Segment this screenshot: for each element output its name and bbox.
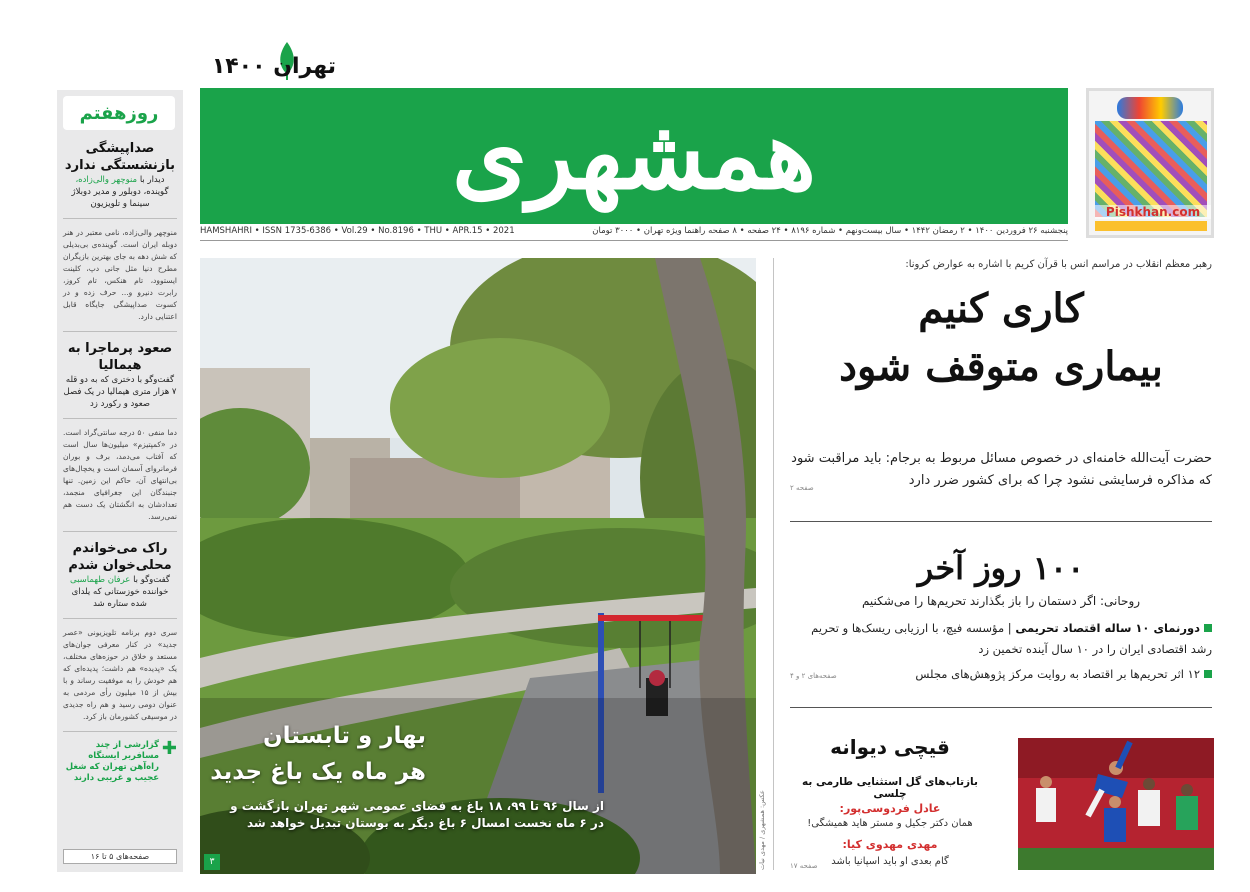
masthead-divider [200,240,1068,241]
byline-name: منوچهر والی‌زاده، [75,175,138,185]
lead-headline-line: کاری کنیم [918,285,1084,332]
sidebar-story-byline [63,174,177,210]
lead-paragraph: حضرت آیت‌الله خامنه‌ای در خصوص مسائل مربوط به برجام: باید مراقبت شود که مذاکره فرسایشی نشود چرا که برای کشور ضرر دارد [791,451,1212,488]
quote-text: گام بعدی او باید اسپانیا باشد [831,856,949,867]
story3-sub: بازتاب‌های گل استثنایی طارمی به چلسی [802,776,978,800]
magazine-footer-strip [1095,221,1207,231]
quote-author: عادل فردوسی‌پور: [839,802,941,815]
dateline-persian: پنجشنبه ۲۶ فروردین ۱۴۰۰ • ۲ رمضان ۱۴۴۲ • سال بیست‌ونهم • شماره ۸۱۹۶ • ۲۴ صفحه • ۸ صفحه راهنما ویژه تهران • ۳۰۰۰ تومان [592,226,1068,236]
quote-author: مهدی مهدوی کیا: [842,838,938,851]
park-photo[interactable] [200,258,756,874]
story2-bullet[interactable] [790,664,1212,685]
bullet-text: | مؤسسه فیچ، با ارزیابی ریسک‌ها و تحریم رشد اقتصادی ایران را در ۱۰ سال آینده تخمین زد [811,621,1212,656]
tehran-1400-mark [200,40,350,88]
story2-headline[interactable]: ۱۰۰ روز آخر [917,549,1085,587]
sidebar-story-title[interactable]: راک می‌خواندم محلی‌خوان شدم [68,541,172,573]
byline-rest: گوینده، دوبلور و مدیر دوبلاژ سینما و تلویزیون [71,187,169,209]
sidebar-divider [63,418,177,419]
sidebar-promo[interactable] [63,740,177,784]
sidebar-divider [63,218,177,219]
sidebar-story-body: سری دوم برنامه تلویزیونی «عصر جدید» در کنار معرفی جوان‌های مستعد و خلاق در حوزه‌های مختلف، یک «پدیده» هم داشت؛ پدیده‌ای که هم خودش را به موفقیت رساند و با بیش از ۱۵ میلیون رأی مردمی به عنوان دومی رسید و هم راه جدیدی در موسیقی کشورمان باز کرد. [63,628,177,721]
story2-bullet[interactable] [790,618,1212,660]
story3-page-ref: صفحه ۱۷ [790,862,818,870]
sidebar-story-sub: گفت‌وگو با دختری که به دو قله ۷ هزار متری هیمالیا در یک فصل صعود و رکورد زد [63,375,177,409]
bullet-bold-text: دورنمای ۱۰ ساله اقتصاد تحریمی [1015,621,1200,635]
magazine-cover-art [1095,121,1207,217]
magazine-site-label: Pishkhan.com [1095,205,1211,219]
sidebar-page-ref: صفحه‌های ۵ تا ۱۶ [63,849,177,864]
sidebar-story-title[interactable]: صداپیشگی بازنشستگی ندارد [64,141,176,173]
plus-icon: ✚ [161,738,177,759]
lead-page-ref: صفحه ۲ [790,484,814,492]
sidebar-story-body: دما منفی ۵۰ درجه سانتی‌گراد است. در «کمپتیزم» میلیون‌ها سال است که آفتاب می‌دمد، برف و بوران فرمانروای آسمان است و یخچال‌های بی‌انتهای آن، حاکم این زمین. تنها جنبندگان این جغرافیای منجمد، تعدادشان به انگشتان یک دست هم نمی‌رسد. [63,428,177,521]
sidebar-divider [63,731,177,732]
sidebar-divider [63,618,177,619]
lead-kicker: رهبر معظم انقلاب در مراسم انس با قرآن کریم با اشاره به عوارض کرونا: [905,259,1212,270]
quote-text: همان دکتر جکیل و مستر هاید همیشگی! [807,818,973,829]
section-divider [790,707,1212,708]
sidebar-brand[interactable]: روزهفتم [63,96,175,130]
sidebar-roozhaftom [57,90,183,872]
lead-headline-line: بیماری متوقف شود [839,343,1163,390]
byline-name: عرفان طهماسبی [70,575,131,585]
photo-headline-line: بهار و تابستان [263,723,426,749]
bullet-text: ۱۲ اثر تحریم‌ها بر اقتصاد به روایت مرکز پژوهش‌های مجلس [915,667,1200,681]
sidebar-story-body: منوچهر والی‌زاده، نامی معتبر در هنر دوبله ایران است. گوینده‌ی بی‌بدیلی که شش دهه به جای بهترین بازیگران مطرح دنیا مثل جانی دپ، کلینت ایستوود، تام هنکس، تام کروز، رابرت دنیرو و... حرف زده و در کسوت صداپیشگی جایگاه قابل اعتنایی دارد. [63,228,177,321]
byline-prefix: دیدار با [139,175,165,185]
photo-page-number: ۳ [204,854,220,870]
magazine-logo [1117,97,1183,119]
column-divider [773,258,774,870]
dateline-english: HAMSHAHRI • ISSN 1735-6386 • Vol.29 • No.8196 • THU • APR.15 • 2021 [200,226,515,236]
bullet-square-icon [1204,624,1212,632]
photo-headline-line: هر ماه یک باغ جدید [210,759,426,785]
masthead-logo[interactable] [200,88,1068,224]
football-photo-image [1018,738,1214,870]
logo-text: همشهری [451,98,817,211]
byline-prefix: گفت‌وگو با [133,575,170,585]
lead-headline[interactable] [790,280,1212,396]
sidebar-story-byline [63,574,177,610]
byline-rest: خواننده خوزستانی که یلدا‌ی شده ستاره شد [71,587,169,609]
photo-credit: عکس: همشهری / مهدی نیات [758,790,766,870]
section-divider [790,521,1212,522]
photo-caption: از سال ۹۶ تا ۹۹، ۱۸ باغ به فضای عمومی شهر تهران بازگشت و در ۶ ماه نخست امسال ۶ باغ دیگر به بوستان تبدیل خواهد شد [230,799,604,830]
magazine-thumbnail[interactable] [1086,88,1214,238]
story2-sub: روحانی: اگر دستمان را باز بگذارند تحریم‌ها را می‌شکنیم [861,594,1141,608]
sidebar-promo-text: گزارشی از چند مسافربر ایستگاه راه‌آهن تهران که شغل عجیب و غریبی دارند [65,740,159,783]
story2-page-ref: صفحه‌های ۲ و ۴ [790,672,837,680]
photo-headline[interactable] [206,718,426,790]
story3-headline[interactable]: قیچی دیوانه [830,735,950,759]
tehran-1400-text: تهران ۱۴۰۰ [211,54,336,79]
sidebar-story-title[interactable]: صعود پرماجرا به هیمالیا [67,341,173,373]
bullet-square-icon [1204,670,1212,678]
sidebar-divider [63,331,177,332]
sidebar-divider [63,531,177,532]
football-photo[interactable] [1018,738,1214,870]
